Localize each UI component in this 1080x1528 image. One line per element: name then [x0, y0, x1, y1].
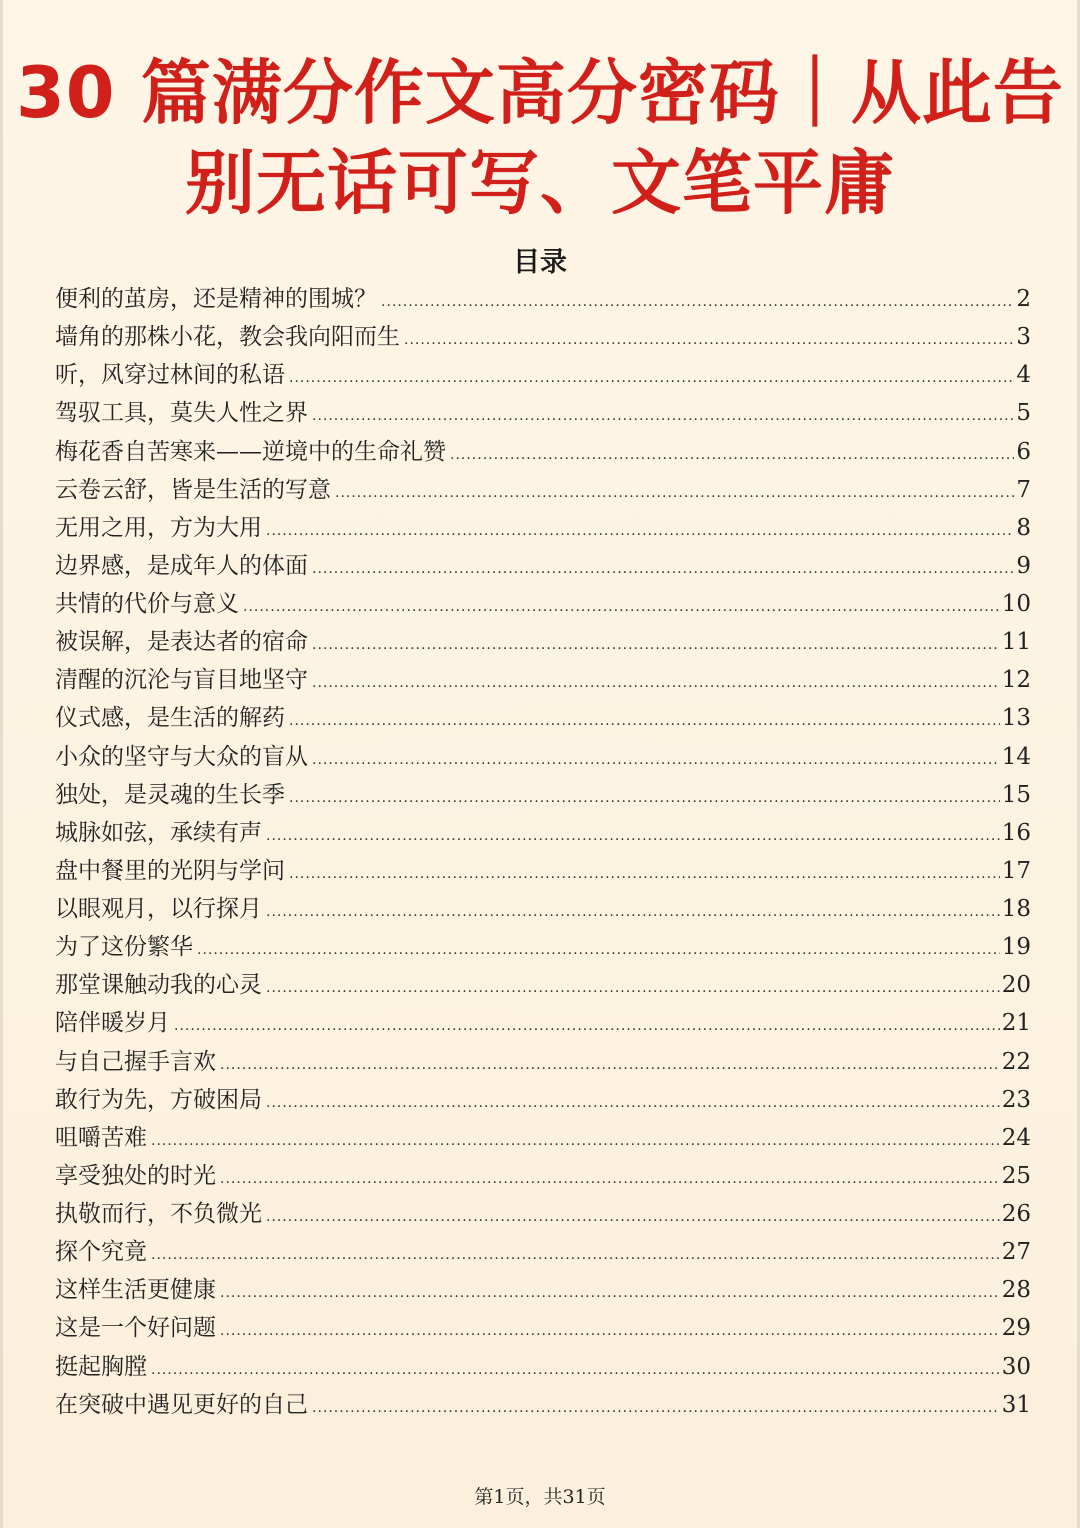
toc-entry-title: 听，风穿过林间的私语 [55, 362, 285, 389]
toc-entry[interactable] [55, 738, 1031, 776]
toc-entry-title: 在突破中遇见更好的自己 [55, 1391, 308, 1418]
toc-entry[interactable] [55, 1309, 1031, 1347]
toc-dot-leader [312, 637, 1000, 653]
toc-entry[interactable] [55, 1119, 1031, 1157]
toc-dot-leader [289, 713, 1000, 729]
toc-entry[interactable] [55, 928, 1031, 966]
toc-entry[interactable] [55, 318, 1031, 356]
toc-entry-title: 仪式感，是生活的解药 [55, 705, 285, 732]
toc-entry[interactable] [55, 776, 1031, 814]
title-line-2: 别无话可写、文笔平庸 [185, 142, 895, 224]
toc-dot-leader [335, 485, 1014, 501]
toc-entry-page-number: 18 [1001, 896, 1031, 922]
toc-dot-leader [220, 1057, 1000, 1073]
toc-entry-page-number: 19 [1001, 934, 1031, 961]
toc-entry[interactable] [55, 699, 1031, 737]
toc-entry-page-number: 7 [1016, 476, 1031, 503]
toc-dot-leader [243, 599, 1000, 615]
toc-entry-title: 与自己握手言欢 [55, 1048, 216, 1075]
toc-entry[interactable] [55, 852, 1031, 890]
title-line-1: 30 篇满分作文高分密码｜从此告 [16, 52, 1064, 134]
toc-entry-page-number: 4 [1016, 362, 1031, 389]
toc-entry[interactable] [55, 1004, 1031, 1042]
document-title [3, 48, 1077, 228]
toc-entry-page-number: 22 [1001, 1048, 1031, 1075]
toc-entry-title: 咀嚼苦难 [55, 1124, 147, 1151]
toc-entry-page-number: 17 [1001, 857, 1031, 884]
toc-entry-title: 小众的坚守与大众的盲从 [55, 743, 308, 770]
toc-entry-title: 享受独处的时光 [55, 1162, 216, 1189]
toc-entry-title: 执敬而行，不负微光 [55, 1201, 262, 1227]
toc-heading: 目录 [513, 247, 567, 278]
toc-entry[interactable] [55, 280, 1031, 318]
toc-entry-title: 探个究竟 [55, 1239, 147, 1266]
toc-entry[interactable] [55, 1043, 1031, 1081]
toc-dot-leader [289, 866, 1000, 882]
toc-dot-leader [312, 408, 1014, 424]
toc-entry-page-number: 8 [1016, 514, 1031, 541]
toc-entry-page-number: 14 [1001, 743, 1031, 770]
toc-entry-title: 清醒的沉沦与盲目地坚守 [55, 667, 308, 694]
toc-entry[interactable] [55, 661, 1031, 699]
toc-entry-page-number: 29 [1001, 1315, 1031, 1342]
toc-entry[interactable] [55, 1195, 1031, 1233]
toc-dot-leader [266, 980, 1000, 996]
toc-entry[interactable] [55, 433, 1031, 471]
toc-entry-page-number: 13 [1001, 705, 1031, 732]
toc-entry-title: 盘中餐里的光阴与学问 [55, 857, 285, 884]
toc-entry[interactable] [55, 1233, 1031, 1271]
toc-entry[interactable] [55, 547, 1031, 585]
toc-entry-title: 驾驭工具，莫失人性之界 [55, 400, 308, 427]
toc-dot-leader [381, 294, 1014, 310]
toc-dot-leader [151, 1133, 1000, 1149]
toc-entry[interactable] [55, 1271, 1031, 1309]
toc-dot-leader [312, 561, 1014, 577]
toc-entry-page-number: 21 [1001, 1010, 1031, 1037]
toc-entry-page-number: 12 [1001, 667, 1031, 694]
toc-dot-leader [450, 447, 1014, 463]
page-footer: 第1页，共31页 [474, 1486, 606, 1508]
toc-entry[interactable] [55, 966, 1031, 1004]
toc-entry[interactable] [55, 509, 1031, 547]
toc-entry-title: 这样生活更健康 [55, 1277, 216, 1304]
toc-dot-leader [266, 1209, 1000, 1225]
toc-entry[interactable] [55, 1081, 1031, 1119]
toc-entry-page-number: 23 [1001, 1086, 1031, 1113]
toc-dot-leader [266, 828, 1000, 844]
toc-dot-leader [266, 1095, 1000, 1111]
toc-entry-title: 城脉如弦，承续有声 [55, 819, 262, 846]
toc-entry[interactable] [55, 623, 1031, 661]
toc-entry[interactable] [55, 890, 1031, 928]
toc-dot-leader [312, 675, 1000, 691]
toc-entry-title: 挺起胸膛 [55, 1353, 147, 1380]
toc-entry-page-number: 27 [1001, 1239, 1031, 1266]
toc-dot-leader [266, 904, 1000, 920]
toc-entry-page-number: 3 [1016, 324, 1031, 351]
toc-entry-page-number: 30 [1001, 1353, 1031, 1380]
toc-entry-title: 云卷云舒，皆是生活的写意 [55, 476, 331, 503]
toc-entry[interactable] [55, 356, 1031, 394]
toc-entry-title: 独处，是灵魂的生长季 [55, 781, 285, 808]
toc-dot-leader [220, 1285, 1000, 1301]
toc-dot-leader [220, 1323, 1000, 1339]
toc-entry-page-number: 28 [1001, 1277, 1031, 1304]
toc-entry-page-number: 5 [1016, 400, 1031, 427]
toc-dot-leader [266, 523, 1014, 539]
toc-entry-title: 共情的代价与意义 [55, 591, 239, 617]
toc-entry-title: 为了这份繁华 [55, 934, 193, 961]
toc-entry-title: 便利的茧房，还是精神的围城？ [55, 286, 377, 312]
toc-entry-title: 这是一个好问题 [55, 1315, 216, 1342]
toc-dot-leader [289, 370, 1014, 386]
toc-entry-page-number: 25 [1001, 1162, 1031, 1189]
toc-entry-page-number: 31 [1001, 1391, 1031, 1418]
toc-entry[interactable] [55, 394, 1031, 432]
toc-entry-page-number: 9 [1016, 552, 1031, 579]
toc-entry-title: 那堂课触动我的心灵 [55, 972, 262, 999]
toc-entry-page-number: 15 [1001, 781, 1031, 808]
toc-dot-leader [197, 942, 1000, 958]
toc-entry[interactable] [55, 1348, 1031, 1386]
toc-entry-title: 陪伴暖岁月 [55, 1010, 170, 1037]
toc-dot-leader [151, 1247, 1000, 1263]
toc-entry[interactable] [55, 814, 1031, 852]
toc-dot-leader [312, 1400, 1000, 1416]
toc-entry-page-number: 10 [1001, 591, 1031, 617]
toc-entry-page-number: 2 [1016, 286, 1031, 312]
toc-entry-page-number: 6 [1016, 438, 1031, 465]
toc-dot-leader [151, 1362, 1000, 1378]
toc-entry-title: 梅花香自苦寒来——逆境中的生命礼赞 [55, 438, 446, 465]
toc-entry[interactable] [55, 585, 1031, 623]
toc-entry-title: 以眼观月，以行探月 [55, 896, 262, 922]
toc-entry[interactable] [55, 471, 1031, 509]
toc-entry-title: 墙角的那株小花，教会我向阳而生 [55, 324, 400, 351]
toc-entry[interactable] [55, 1157, 1031, 1195]
toc-entry-title: 无用之用，方为大用 [55, 514, 262, 541]
toc-entry-page-number: 24 [1001, 1124, 1031, 1151]
toc-entry[interactable] [55, 1386, 1031, 1424]
toc-dot-leader [220, 1171, 1000, 1187]
toc-entry-page-number: 16 [1001, 819, 1031, 846]
table-of-contents [55, 280, 1031, 1424]
toc-entry-page-number: 11 [1001, 629, 1031, 656]
toc-entry-title: 边界感，是成年人的体面 [55, 552, 308, 579]
toc-entry-page-number: 26 [1001, 1201, 1031, 1227]
toc-entry-page-number: 20 [1001, 972, 1031, 999]
toc-entry-title: 被误解，是表达者的宿命 [55, 629, 308, 656]
toc-dot-leader [174, 1018, 1000, 1034]
toc-dot-leader [312, 752, 1000, 768]
toc-dot-leader [289, 790, 1000, 806]
toc-entry-title: 敢行为先，方破困局 [55, 1086, 262, 1113]
toc-dot-leader [404, 332, 1014, 348]
